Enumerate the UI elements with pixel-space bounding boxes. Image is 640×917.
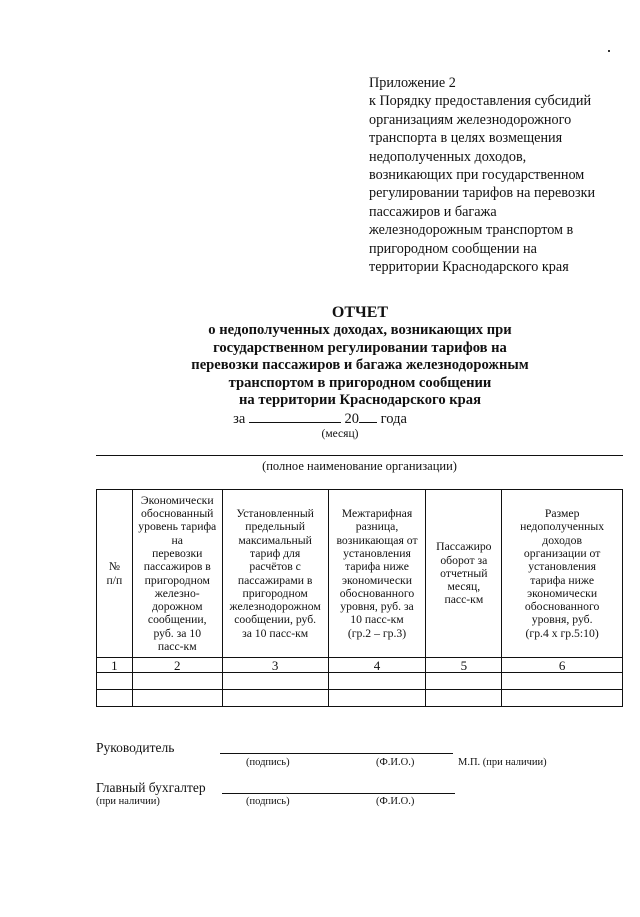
report-title <box>90 303 630 410</box>
table-row <box>97 690 623 707</box>
chief-accountant-label: Главный бухгалтер <box>96 780 206 795</box>
month-hint: (месяц) <box>321 428 359 440</box>
report-table <box>96 489 623 707</box>
appendix-line: железнодорожным транспортом в <box>369 222 574 239</box>
period-prefix: за <box>233 411 246 427</box>
appendix-line: Приложение 2 <box>369 75 456 91</box>
chief-accountant-note: (при наличии) <box>96 796 160 807</box>
table-header-cell: Размер недополученных доходов организации от установления тарифа ниже экономически обоснованного уровня, руб. (гр.4 х гр.5:10) <box>502 490 623 658</box>
appendix-line: возникающих при государственном <box>369 167 585 184</box>
table-cell[interactable] <box>426 673 502 690</box>
table-cell[interactable] <box>222 690 328 707</box>
organization-name-field[interactable] <box>96 455 623 456</box>
table-header-cell: Экономически обоснованный уровень тарифа на перевозки пассажиров в пригородном железно- дорожном сообщении, руб. за 10 пасс-км <box>132 490 222 658</box>
scan-speck <box>608 50 610 52</box>
table-cell[interactable] <box>502 673 623 690</box>
column-number-cell: 1 <box>97 658 133 673</box>
appendix-line: организациям железнодорожного <box>369 111 572 128</box>
period-suffix: года <box>380 411 407 427</box>
chief-signature-hint: (подпись) <box>246 796 290 807</box>
title-line: на территории Краснодарского края <box>239 392 481 409</box>
chief-name-hint: (Ф.И.О.) <box>376 796 415 807</box>
column-number-cell: 5 <box>426 658 502 673</box>
column-number-cell: 2 <box>132 658 222 673</box>
column-number-cell: 4 <box>328 658 426 673</box>
organization-hint: (полное наименование организации) <box>262 459 457 473</box>
month-blank-field[interactable] <box>249 410 341 423</box>
stamp-hint: М.П. (при наличии) <box>458 757 547 768</box>
appendix-block <box>369 74 634 276</box>
table-header-cell: Межтарифная разница, возникающая от установления тарифа ниже экономически обоснованного уровня, руб. за 10 пасс-км (гр.2 – гр.3) <box>328 490 426 658</box>
appendix-line: транспорта в целях возмещения <box>369 130 563 147</box>
appendix-line: пассажиров и багажа <box>369 203 497 220</box>
year-blank-field[interactable] <box>359 410 377 423</box>
appendix-line: пригородном сообщении на <box>369 240 537 257</box>
head-label: Руководитель <box>96 740 175 755</box>
table-row <box>97 673 623 690</box>
table-header-cell: Пассажиро оборот за отчетный месяц, пасс-км <box>426 490 502 658</box>
column-number-row <box>97 658 623 673</box>
column-number-cell: 3 <box>222 658 328 673</box>
table-cell[interactable] <box>502 690 623 707</box>
title-line: транспортом в пригородном сообщении <box>228 374 492 391</box>
period-row <box>0 410 640 428</box>
appendix-line: недополученных доходов, <box>369 148 527 165</box>
table-cell[interactable] <box>132 690 222 707</box>
title-main: ОТЧЕТ <box>331 304 389 321</box>
appendix-line: к Порядку предоставления субсидий <box>369 93 592 110</box>
table-cell[interactable] <box>328 690 426 707</box>
column-number-cell: 6 <box>502 658 623 673</box>
appendix-line: территории Краснодарского края <box>369 259 569 276</box>
appendix-line: регулировании тарифов на перевозки <box>369 185 596 202</box>
table-header-cell: Установленный предельный максимальный тариф для расчётов с пассажирами в пригородном железнодорожном сообщении, руб. за 10 пасс-км <box>222 490 328 658</box>
table-cell[interactable] <box>328 673 426 690</box>
title-line: государственном регулировании тарифов на <box>213 339 507 356</box>
head-name-hint: (Ф.И.О.) <box>376 757 415 768</box>
period-year-prefix: 20 <box>344 411 360 427</box>
chief-signature-line[interactable] <box>222 793 455 794</box>
head-signature-hint: (подпись) <box>246 757 290 768</box>
title-line: о недополученных доходах, возникающих при <box>208 322 512 338</box>
table-header-row <box>97 490 623 658</box>
table-cell[interactable] <box>97 690 133 707</box>
table-cell[interactable] <box>97 673 133 690</box>
table-cell[interactable] <box>132 673 222 690</box>
table-cell[interactable] <box>222 673 328 690</box>
head-signature-line[interactable] <box>220 753 453 754</box>
table-header-cell: № п/п <box>97 490 133 658</box>
table-cell[interactable] <box>426 690 502 707</box>
title-line: перевозки пассажиров и багажа железнодорожным <box>191 357 529 374</box>
